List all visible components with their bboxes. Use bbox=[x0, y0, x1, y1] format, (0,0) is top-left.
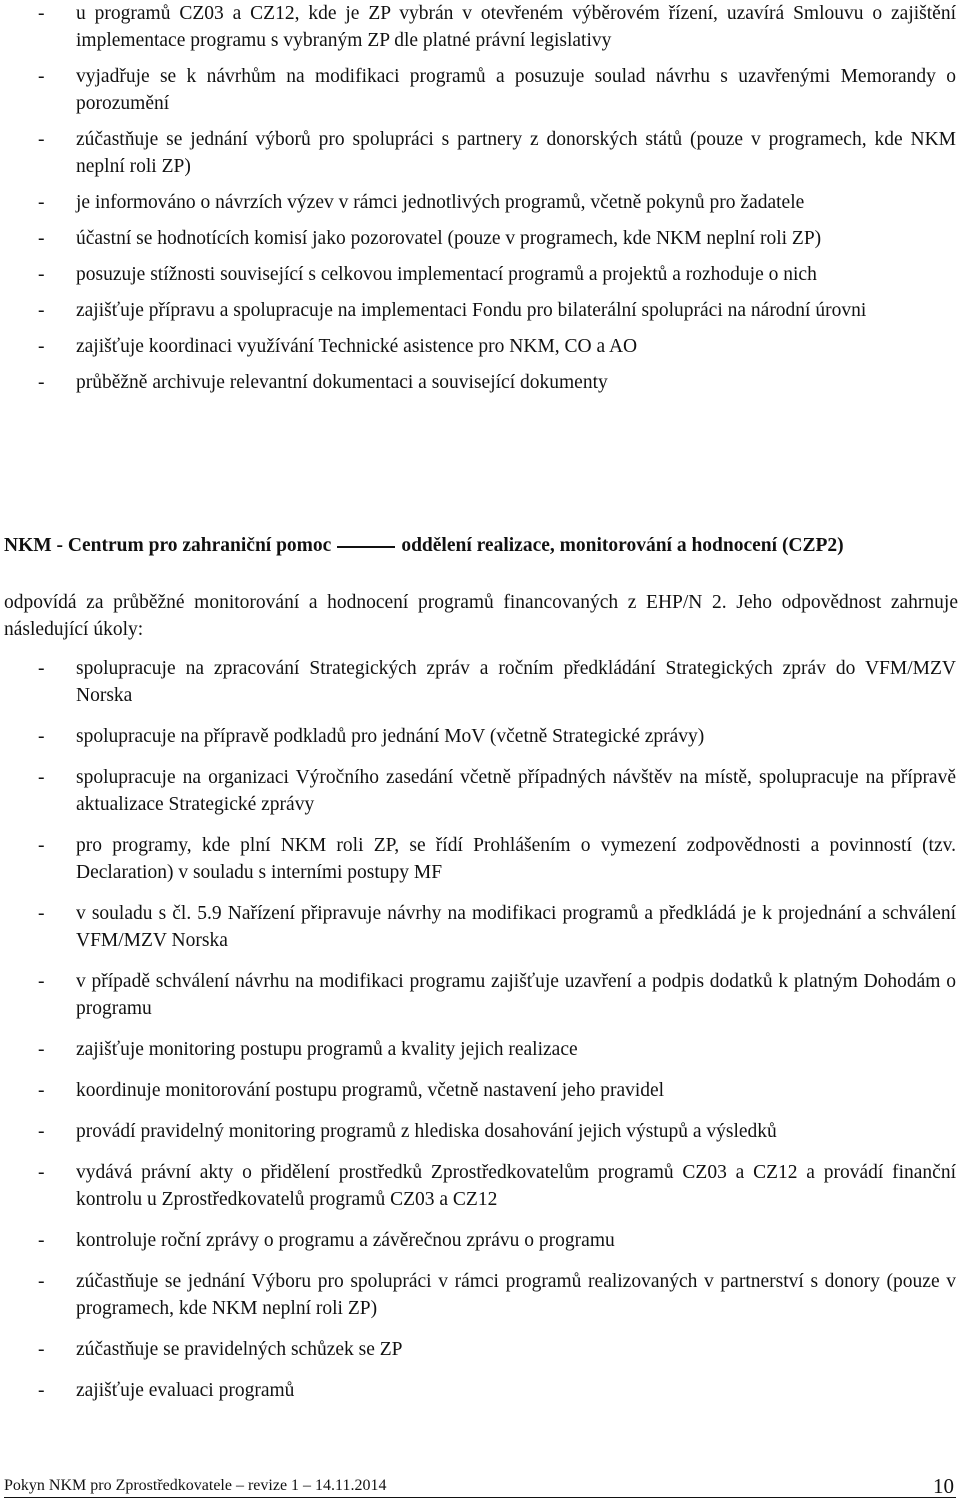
list-item-text: v případě schválení návrhu na modifikaci programu zajišťuje uzavření a podpis dodatků k platným Dohodám o programu bbox=[76, 971, 956, 1019]
list-item-text: v souladu s čl. 5.9 Nařízení připravuje návrhy na modifikaci programů a předkládá je k projednání a schválení VFM/MZV Norska bbox=[76, 903, 956, 951]
list-item-text: zúčastňuje se jednání Výboru pro spolupráci v rámci programů realizovaných v partnerství s donory (pouze v programech, kde NKM neplní roli ZP) bbox=[76, 1271, 956, 1319]
responsibility-list bbox=[0, 655, 958, 1418]
list-bullet: - bbox=[38, 767, 45, 788]
list-bullet: - bbox=[38, 1339, 45, 1360]
list-bullet: - bbox=[38, 835, 45, 856]
list-item-text: provádí pravidelný monitoring programů z hlediska dosahování jejich výstupů a výsledků bbox=[76, 1121, 777, 1142]
footer-text: Pokyn NKM pro Zprostředkovatele – revize 1 – 14.11.2014 bbox=[4, 1477, 387, 1494]
list-bullet: - bbox=[38, 1380, 45, 1401]
list-bullet: - bbox=[38, 1271, 45, 1292]
list-item-text: zajišťuje monitoring postupu programů a kvality jejich realizace bbox=[76, 1039, 578, 1060]
list-item-text: posuzuje stížnosti související s celkovou implementací programů a projektů a rozhoduje o nich bbox=[76, 264, 817, 285]
list-item bbox=[0, 225, 958, 252]
list-item bbox=[0, 832, 958, 886]
list-item bbox=[0, 1118, 958, 1145]
list-item-text: zajišťuje evaluaci programů bbox=[76, 1380, 295, 1401]
list-item bbox=[0, 297, 958, 324]
list-item-text: pro programy, kde plní NKM roli ZP, se řídí Prohlášením o vymezení zodpovědnosti a povinností (tzv. Declaration) v souladu s interními postupy MF bbox=[76, 835, 956, 883]
list-item-text: spolupracuje na organizaci Výročního zasedání včetně případných návštěv na místě, spolupracuje na přípravě aktualizace Strategické zprávy bbox=[76, 767, 956, 815]
list-item bbox=[0, 723, 958, 750]
list-item-text: zúčastňuje se jednání výborů pro spolupráci s partnery z donorských států (pouze v programech, kde NKM neplní roli ZP) bbox=[76, 129, 956, 177]
list-bullet: - bbox=[38, 372, 45, 393]
list-item bbox=[0, 1377, 958, 1404]
list-bullet: - bbox=[38, 658, 45, 679]
list-bullet: - bbox=[38, 300, 45, 321]
list-item-text: vyjadřuje se k návrhům na modifikaci programů a posuzuje soulad návrhu s uzavřenými Memorandy o porozumění bbox=[76, 66, 956, 114]
list-item bbox=[0, 1077, 958, 1104]
list-bullet: - bbox=[38, 228, 45, 249]
list-bullet: - bbox=[38, 1039, 45, 1060]
list-item-text: zajišťuje přípravu a spolupracuje na implementaci Fondu pro bilaterální spolupráci na národní úrovni bbox=[76, 300, 867, 321]
list-bullet: - bbox=[38, 192, 45, 213]
list-item bbox=[0, 655, 958, 709]
list-item-text: zúčastňuje se pravidelných schůzek se ZP bbox=[76, 1339, 403, 1360]
list-item-text: zajišťuje koordinaci využívání Technické asistence pro NKM, CO a AO bbox=[76, 336, 638, 357]
list-item bbox=[0, 261, 958, 288]
list-bullet: - bbox=[38, 1162, 45, 1183]
list-bullet: - bbox=[38, 1080, 45, 1101]
list-item bbox=[0, 1268, 958, 1322]
list-item-text: koordinuje monitorování postupu programů, včetně nastavení jeho pravidel bbox=[76, 1080, 665, 1101]
list-bullet: - bbox=[38, 1121, 45, 1142]
page-number: 10 bbox=[933, 1474, 954, 1498]
responsibility-list-continued bbox=[0, 0, 958, 405]
list-item bbox=[0, 1227, 958, 1254]
list-item-text: je informováno o návrzích výzev v rámci jednotlivých programů, včetně pokynů pro žadatele bbox=[76, 192, 805, 213]
list-item bbox=[0, 1336, 958, 1363]
list-bullet: - bbox=[38, 66, 45, 87]
list-bullet: - bbox=[38, 3, 45, 24]
list-item-text: kontroluje roční zprávy o programu a závěrečnou zprávu o programu bbox=[76, 1230, 615, 1251]
list-item-text: spolupracuje na zpracování Strategických zpráv a ročním předkládání Strategických zpráv do VFM/MZV Norska bbox=[76, 658, 956, 706]
list-item bbox=[0, 189, 958, 216]
heading-dash bbox=[337, 546, 395, 548]
list-item-text: průběžně archivuje relevantní dokumentaci a související dokumenty bbox=[76, 372, 608, 393]
list-item bbox=[0, 764, 958, 818]
list-bullet: - bbox=[38, 903, 45, 924]
section-heading bbox=[4, 532, 958, 559]
list-item bbox=[0, 1036, 958, 1063]
footer-rule bbox=[4, 1497, 956, 1498]
page-footer bbox=[4, 1474, 956, 1500]
list-bullet: - bbox=[38, 336, 45, 357]
heading-org: NKM - Centrum pro zahraniční pomoc bbox=[4, 535, 332, 556]
list-bullet: - bbox=[38, 726, 45, 747]
list-item bbox=[0, 0, 958, 54]
list-item bbox=[0, 126, 958, 180]
list-bullet: - bbox=[38, 129, 45, 150]
list-item bbox=[0, 900, 958, 954]
list-bullet: - bbox=[38, 971, 45, 992]
section-intro: odpovídá za průběžné monitorování a hodnocení programů financovaných z EHP/N 2. Jeho odpovědnost zahrnuje následující úkoly: bbox=[4, 592, 958, 640]
list-item bbox=[0, 968, 958, 1022]
list-item bbox=[0, 333, 958, 360]
list-bullet: - bbox=[38, 264, 45, 285]
list-item-text: účastní se hodnotících komisí jako pozorovatel (pouze v programech, kde NKM neplní roli ZP) bbox=[76, 228, 822, 249]
list-item-text: vydává právní akty o přidělení prostředků Zprostředkovatelům programů CZ03 a CZ12 a provádí finanční kontrolu u Zprostředkovatelů programů CZ03 a CZ12 bbox=[76, 1162, 956, 1210]
heading-department: oddělení realizace, monitorování a hodnocení (CZP2) bbox=[401, 535, 844, 556]
list-item bbox=[0, 63, 958, 117]
list-item bbox=[0, 1159, 958, 1213]
list-item-text: u programů CZ03 a CZ12, kde je ZP vybrán v otevřeném výběrovém řízení, uzavírá Smlouvu o zajištění implementace programu s vybraným ZP dle platné právní legislativy bbox=[76, 3, 956, 51]
list-item bbox=[0, 369, 958, 396]
list-item-text: spolupracuje na přípravě podkladů pro jednání MoV (včetně Strategické zprávy) bbox=[76, 726, 705, 747]
list-bullet: - bbox=[38, 1230, 45, 1251]
